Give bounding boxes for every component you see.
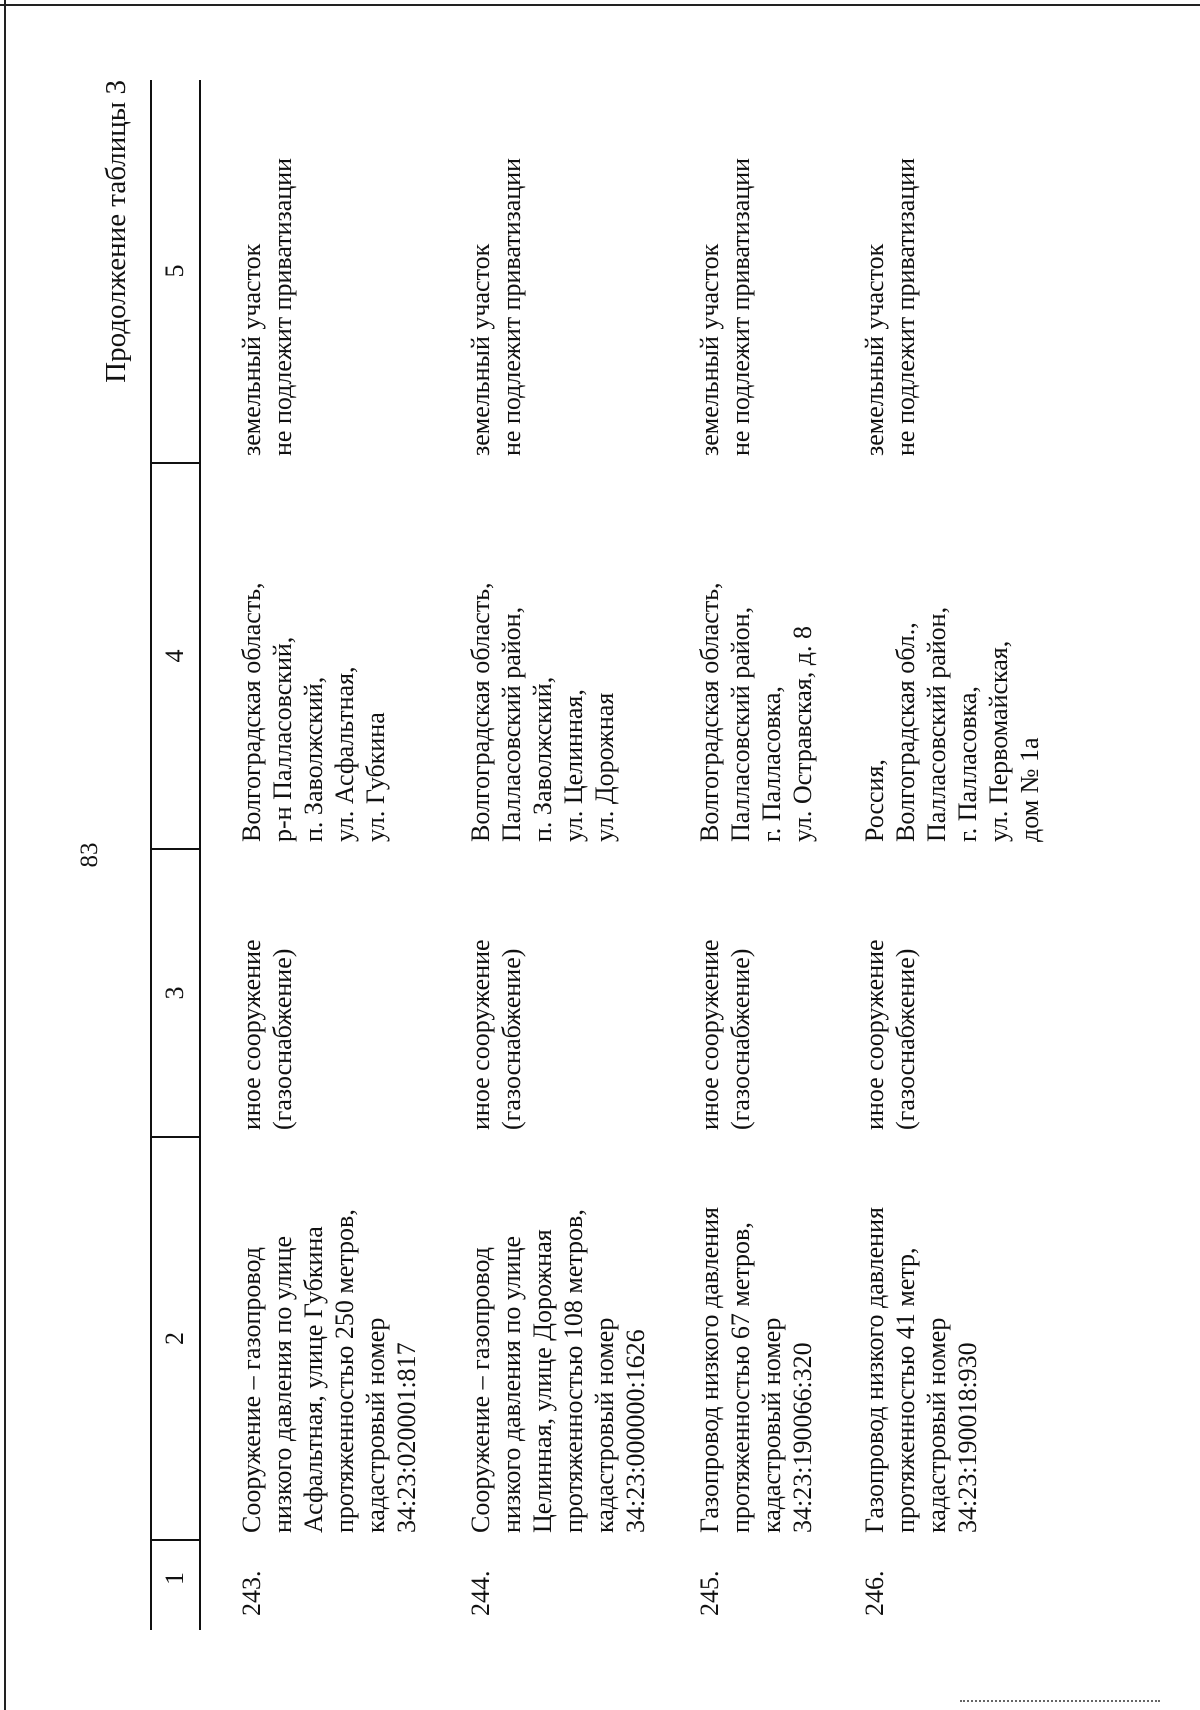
row-number: 243.	[237, 1570, 266, 1616]
table-continuation-label: Продолжение таблицы 3	[100, 80, 132, 383]
table-row	[465, 80, 694, 1630]
object-note: земельный участок не подлежит приватизации	[860, 157, 920, 456]
object-type: иное сооружение (газоснабжение)	[237, 939, 297, 1130]
table-row	[859, 80, 1059, 1630]
object-name: Сооружение – газопровод низкого давления по улице Целинная, улице Дорожная протяженностью 108 метров, кадастровый номер 34:23:000000:1626	[466, 1209, 650, 1533]
table-row	[201, 80, 465, 1630]
object-type: иное сооружение (газоснабжение)	[860, 939, 920, 1130]
object-name: Сооружение – газопровод низкого давления по улице Асфальтная, улице Губкина протяженностью 250 метров, кадастровый номер 34:23:020001:817	[237, 1209, 421, 1533]
header-col-1: 1	[160, 1572, 189, 1585]
table-header-row	[150, 80, 201, 1630]
object-type: иное сооружение (газоснабжение)	[466, 939, 526, 1130]
header-col-4: 4	[152, 464, 199, 850]
row-number: 246.	[860, 1570, 889, 1616]
object-note: земельный участок не подлежит приватизации	[466, 157, 526, 456]
object-address: Волгоградская область, р-н Палласовский, п. Заволжский, ул. Асфальтная, ул. Губкина	[237, 582, 390, 842]
object-note: земельный участок не подлежит приватизации	[237, 157, 297, 456]
page-number: 83	[76, 842, 103, 868]
object-address: Волгоградская область, Палласовский район, г. Палласовка, ул. Остравская, д. 8	[695, 582, 817, 842]
table-row	[694, 80, 859, 1630]
object-address: Волгоградская область, Палласовский район, п. Заволжский, ул. Целинная, ул. Дорожная	[466, 582, 619, 842]
object-name: Газопровод низкого давления протяженностью 41 метр, кадастровый номер 34:23:190018:930	[860, 1207, 982, 1533]
object-note: земельный участок не подлежит приватизации	[695, 157, 755, 456]
row-number: 245.	[695, 1570, 724, 1616]
header-col-5: 5	[152, 80, 199, 464]
row-number: 244.	[466, 1570, 495, 1616]
header-col-3: 3	[152, 850, 199, 1138]
object-name: Газопровод низкого давления протяженностью 67 метров, кадастровый номер 34:23:190066:320	[695, 1207, 817, 1533]
object-address: Россия, Волгоградская обл., Палласовский район, г. Палласовка, ул. Первомайская, дом № 1а	[860, 606, 1044, 842]
property-table	[150, 80, 1059, 1630]
header-col-2: 2	[152, 1138, 199, 1541]
object-type: иное сооружение (газоснабжение)	[695, 939, 755, 1130]
